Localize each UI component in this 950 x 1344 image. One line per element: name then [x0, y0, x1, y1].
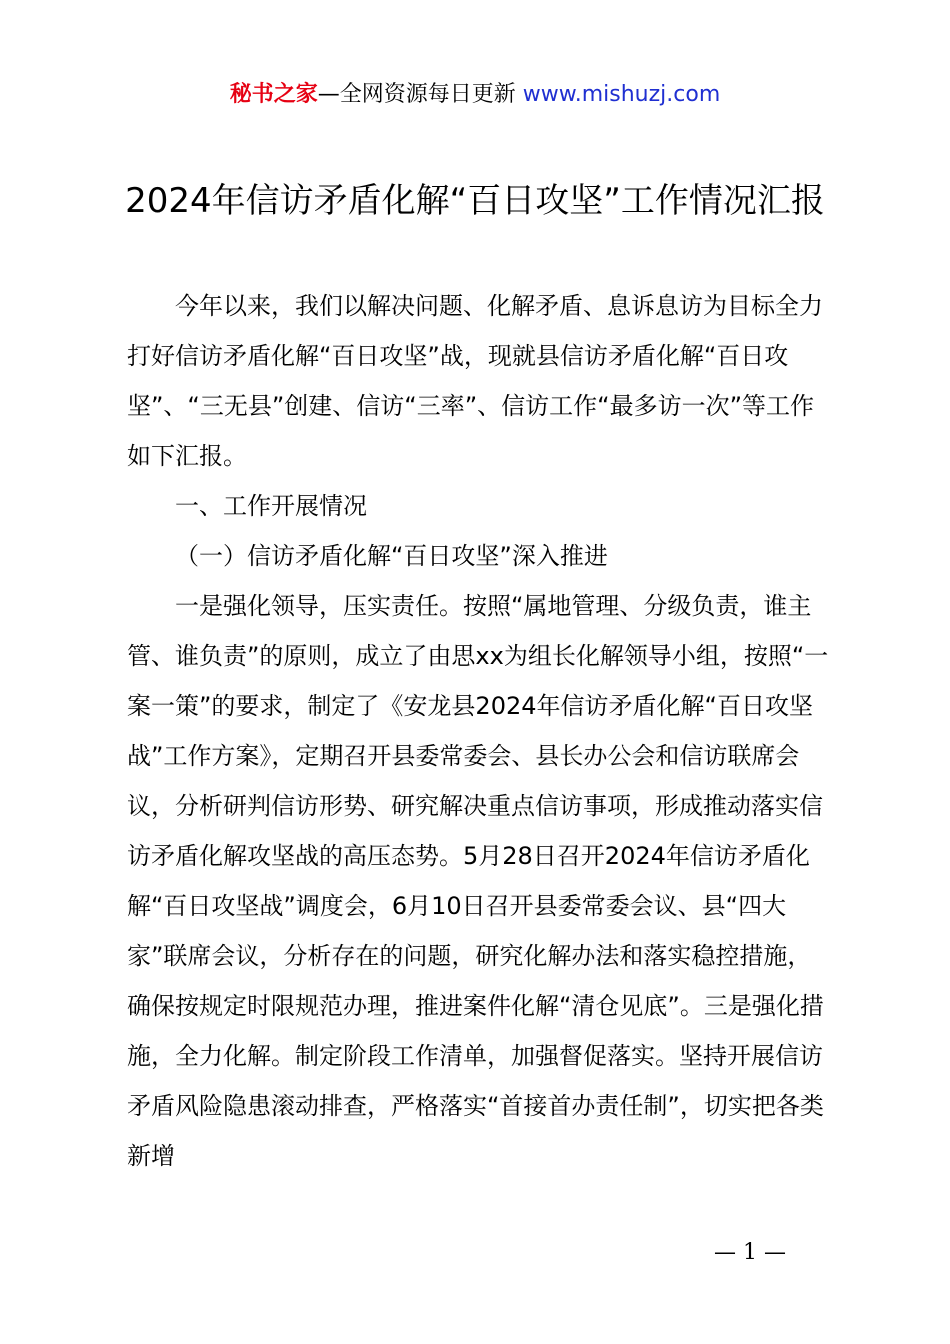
site-header	[0, 78, 950, 112]
section-heading: 一、工作开展情况	[175, 492, 367, 520]
document-title: 2024年信访矛盾化解“百日攻坚”工作情况汇报	[125, 181, 825, 221]
body-paragraph: 一是强化领导，压实责任。按照“属地管理、分级负责，谁主管、谁负责”的原则，成立了由思xx为组长化解领导小组，按照“一案一策”的要求，制定了《安龙县2024年信访矛盾化解“百日攻坚战”工作方案》，定期召开县委常委会、县长办公会和信访联席会议，分析研判信访形势、研究解决重点信访事项，形成推动落实信访矛盾化解攻坚战的高压态势。5月28日召开2024年信访矛盾化解“百日攻坚战”调度会，6月10日召开县委常委会议、县“四大家”联席会议，分析存在的问题，研究化解办法和落实稳控措施，确保按规定时限规范办理，推进案件化解“清仓见底”。三是强化措施，全力化解。制定阶段工作清单，加强督促落实。坚持开展信访矛盾风险隐患滚动排查，严格落实“首接首办责任制”，切实把各类新增	[127, 592, 829, 1170]
page-number: — 1 —	[714, 1240, 786, 1265]
subsection-heading: （一）信访矛盾化解“百日攻坚”深入推进	[175, 542, 608, 570]
intro-paragraph: 今年以来，我们以解决问题、化解矛盾、息诉息访为目标全力打好信访矛盾化解“百日攻坚”战，现就县信访矛盾化解“百日攻坚”、“三无县”创建、信访“三率”、信访工作“最多访一次”等工作如下汇报。	[127, 292, 823, 470]
site-brand: 秘书之家	[229, 82, 318, 107]
site-tagline: —全网资源每日更新	[317, 82, 516, 107]
site-url[interactable]: www.mishuzj.com	[522, 82, 721, 107]
document-body	[127, 281, 833, 1181]
